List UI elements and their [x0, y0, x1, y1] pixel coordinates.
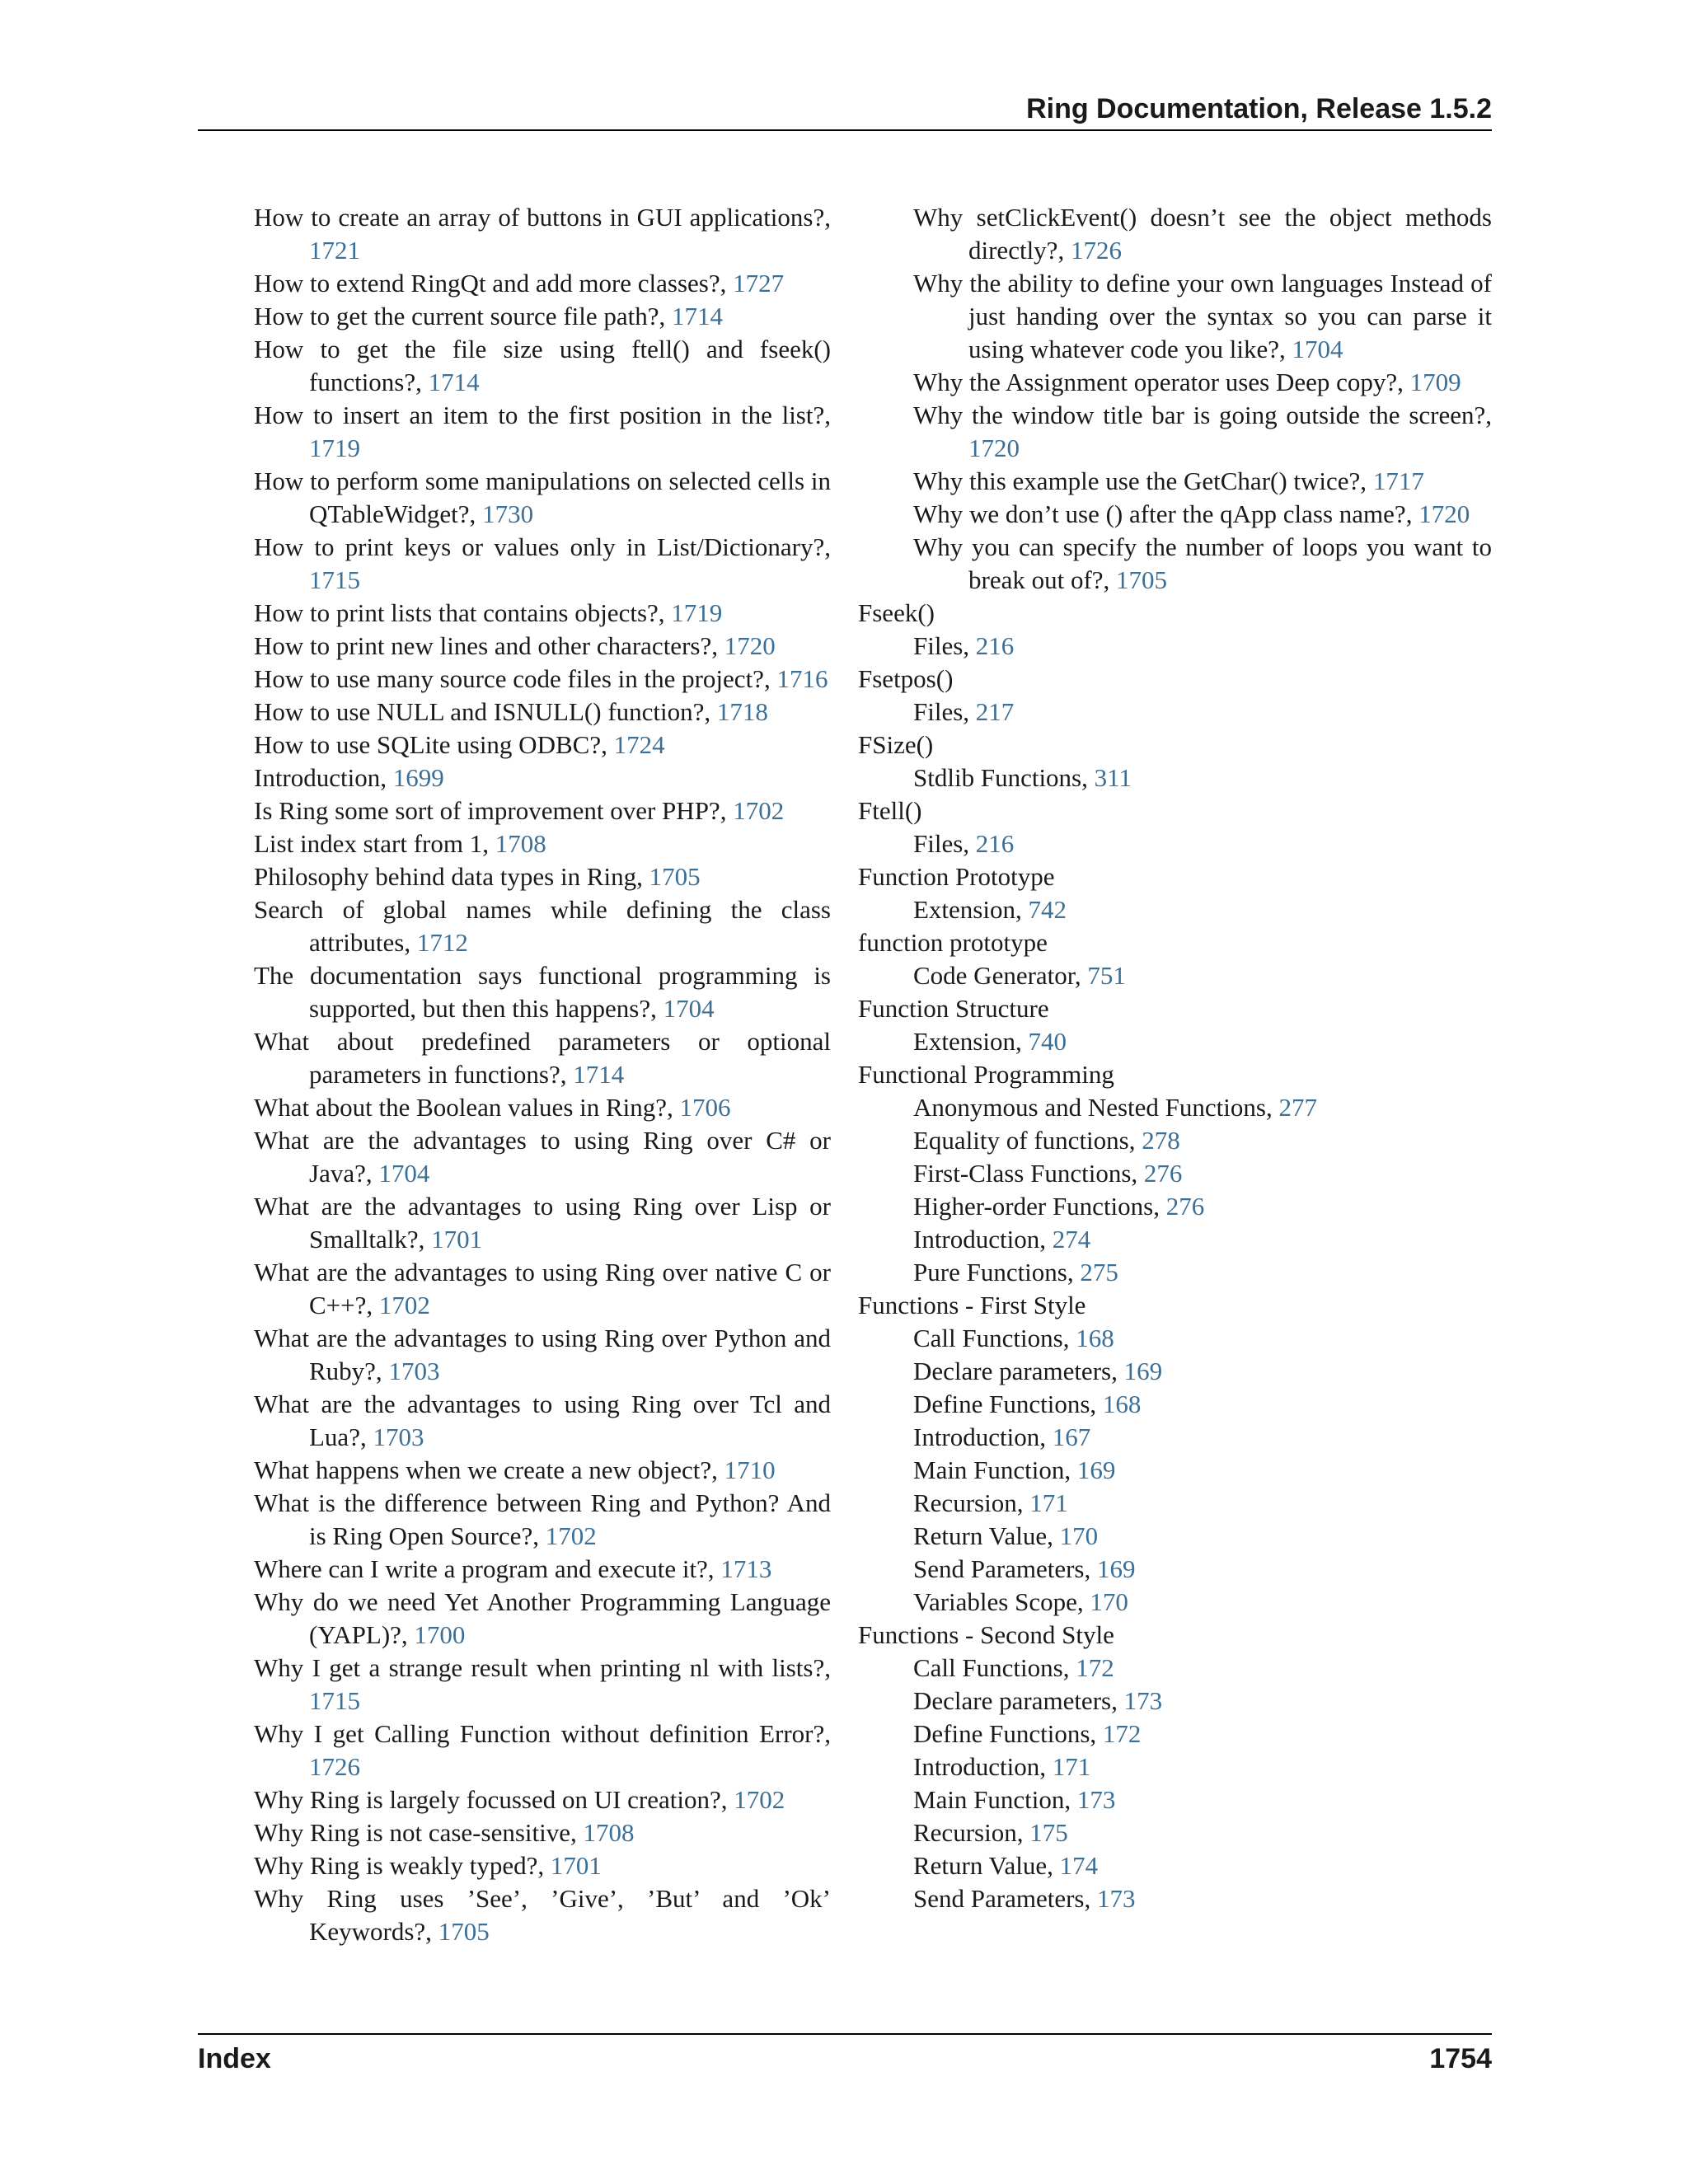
page-link[interactable]: 175: [1029, 1818, 1068, 1847]
index-subentry: [858, 1882, 1492, 1915]
index-subentry: [858, 1025, 1492, 1058]
index-entry-text: Return Value,: [913, 1521, 1060, 1550]
index-subentry: [254, 1816, 831, 1849]
index-entry-text: Extension,: [913, 895, 1029, 924]
index-entry-text: How to print keys or values only in List/Dictionary?,: [254, 532, 831, 561]
index-entry-text: Equality of functions,: [913, 1126, 1142, 1155]
index-column-right: [858, 201, 1492, 1915]
index-entry-text: How to get the current source file path?,: [254, 302, 673, 330]
index-main-entry: [858, 729, 1492, 762]
page-link[interactable]: 169: [1076, 1455, 1116, 1484]
index-entry-text: Anonymous and Nested Functions,: [913, 1093, 1279, 1122]
page-link[interactable]: 1706: [679, 1093, 731, 1122]
page-link[interactable]: 169: [1123, 1357, 1163, 1385]
index-entry-text: Why we don’t use () after the qApp class name?,: [913, 499, 1419, 528]
page-link[interactable]: 168: [1076, 1324, 1114, 1352]
page-link[interactable]: 311: [1094, 763, 1132, 792]
index-main-entry: [858, 860, 1492, 893]
index-entry-text: Call Functions,: [913, 1324, 1076, 1352]
index-entry-text: Main Function,: [913, 1455, 1077, 1484]
index-entry-text: Ftell(): [858, 796, 922, 825]
index-entry-text: What is the difference between Ring and Python? And is Ring Open Source?,: [254, 1488, 831, 1550]
index-subentry: [254, 1718, 831, 1783]
page-link[interactable]: 1705: [649, 862, 701, 891]
index-main-entry: [858, 794, 1492, 827]
page-link[interactable]: 170: [1090, 1587, 1128, 1616]
index-entry-text: Call Functions,: [913, 1653, 1076, 1682]
index-subentry: [254, 1322, 831, 1388]
index-entry-text: Introduction,: [913, 1422, 1053, 1451]
index-entry-text: Why the ability to define your own languages Instead of just handing over the syntax so you can parse it using whatever code you like?,: [913, 269, 1492, 363]
page-link[interactable]: 1716: [776, 664, 828, 693]
index-entry-text: How to extend RingQt and add more classes?,: [254, 269, 734, 298]
index-entry-text: Fsetpos(): [858, 664, 954, 693]
index-subentry: [254, 1091, 831, 1124]
index-entry-text: What about the Boolean values in Ring?,: [254, 1093, 680, 1122]
footer-rule: [198, 2033, 1492, 2035]
index-main-entry: [858, 1058, 1492, 1091]
index-entry-text: First-Class Functions,: [913, 1159, 1144, 1188]
index-entry-text: Philosophy behind data types in Ring,: [254, 862, 649, 891]
index-entry-text: Stdlib Functions,: [913, 763, 1095, 792]
index-entry-text: Main Function,: [913, 1785, 1077, 1814]
index-entry-text: Send Parameters,: [913, 1554, 1097, 1583]
page-link[interactable]: 173: [1096, 1884, 1136, 1913]
index-subentry: [858, 1487, 1492, 1520]
index-entry-text: What are the advantages to using Ring over C# or Java?,: [254, 1126, 831, 1188]
index-subentry: [254, 630, 831, 663]
index-subentry: [254, 1025, 831, 1091]
page-link[interactable]: 216: [975, 631, 1015, 660]
page-link[interactable]: 1702: [733, 796, 785, 825]
index-entry-text: Introduction,: [913, 1752, 1053, 1781]
index-entry-text: Extension,: [913, 1027, 1029, 1056]
index-subentry: [858, 399, 1492, 465]
index-entry-text: What happens when we create a new object?,: [254, 1455, 724, 1484]
running-header: Ring Documentation, Release 1.5.2: [1026, 93, 1492, 124]
page-link[interactable]: 276: [1165, 1192, 1205, 1221]
index-subentry: [858, 1091, 1492, 1124]
index-subentry: [858, 465, 1492, 498]
index-subentry: [858, 893, 1492, 926]
page-link[interactable]: 1724: [613, 730, 665, 759]
index-entry-text: Why do we need Yet Another Programming Language (YAPL)?,: [254, 1587, 831, 1649]
index-subentry: [858, 1421, 1492, 1454]
index-subentry: [858, 1355, 1492, 1388]
index-subentry: [858, 1849, 1492, 1882]
index-entry-text: Why Ring is not case-sensitive,: [254, 1818, 584, 1847]
index-subentry: [858, 366, 1492, 399]
index-subentry: [254, 827, 831, 860]
index-main-entry: [858, 597, 1492, 630]
index-entry-text: Pure Functions,: [913, 1258, 1081, 1286]
index-subentry: [858, 1750, 1492, 1783]
page-link[interactable]: 173: [1123, 1686, 1163, 1715]
page-link[interactable]: 171: [1052, 1752, 1091, 1781]
page-link[interactable]: 1726: [309, 1752, 360, 1781]
page-link[interactable]: 216: [975, 829, 1015, 858]
index-entry-text: How to perform some manipulations on selected cells in QTableWidget?,: [254, 466, 831, 528]
index-subentry: [254, 531, 831, 597]
index-subentry: [858, 1652, 1492, 1685]
page-link[interactable]: 1720: [724, 631, 776, 660]
page-link[interactable]: 217: [975, 697, 1015, 726]
index-subentry: [858, 498, 1492, 531]
index-entry-text: List index start from 1,: [254, 829, 495, 858]
page-link[interactable]: 1700: [414, 1620, 466, 1649]
index-entry-text: FSize(): [858, 730, 934, 759]
index-subentry: [254, 465, 831, 531]
index-entry-text: Is Ring some sort of improvement over PHP?,: [254, 796, 734, 825]
index-entry-text: Why Ring uses ’See’, ’Give’, ’But’ and ’Ok’ Keywords?,: [254, 1884, 831, 1946]
index-entry-text: How to get the file size using ftell() and fseek() functions?,: [254, 335, 831, 396]
page-link[interactable]: 172: [1102, 1719, 1142, 1748]
page-link[interactable]: 1701: [550, 1851, 602, 1880]
page-link[interactable]: 276: [1143, 1159, 1183, 1188]
page-link[interactable]: 1726: [1070, 236, 1122, 265]
page-link[interactable]: 1704: [1292, 335, 1343, 363]
index-subentry: [858, 1256, 1492, 1289]
index-entry-text: Define Functions,: [913, 1390, 1103, 1418]
index-main-entry: [858, 663, 1492, 696]
index-entry-text: Introduction,: [254, 763, 393, 792]
index-subentry: [858, 762, 1492, 794]
page-link[interactable]: 1721: [309, 236, 360, 265]
index-entry-text: function prototype: [858, 928, 1048, 957]
page-link[interactable]: 277: [1278, 1093, 1317, 1122]
index-subentry: [858, 1783, 1492, 1816]
index-entry-text: Where can I write a program and execute it?,: [254, 1554, 721, 1583]
index-entry-text: Recursion,: [913, 1488, 1030, 1517]
index-subentry: [858, 1454, 1492, 1487]
page-link[interactable]: 1708: [583, 1818, 635, 1847]
index-subentry: [254, 1190, 831, 1256]
page-link[interactable]: 1704: [663, 994, 715, 1023]
index-entry-text: Why setClickEvent() doesn’t see the object methods directly?,: [913, 203, 1492, 265]
index-subentry: [858, 696, 1492, 729]
index-subentry: [858, 1124, 1492, 1157]
index-main-entry: [858, 1619, 1492, 1652]
index-subentry: [254, 267, 831, 300]
index-subentry: [254, 696, 831, 729]
index-entry-text: Higher-order Functions,: [913, 1192, 1166, 1221]
index-entry-text: How to use NULL and ISNULL() function?,: [254, 697, 717, 726]
index-entry-text: How to print new lines and other characters?,: [254, 631, 724, 660]
index-subentry: [254, 1652, 831, 1718]
index-subentry: [858, 1223, 1492, 1256]
index-entry-text: How to insert an item to the first position in the list?,: [254, 401, 831, 429]
index-subentry: [858, 201, 1492, 267]
index-entry-text: Return Value,: [913, 1851, 1060, 1880]
index-entry-text: Fseek(): [858, 598, 935, 627]
index-entry-text: Functions - First Style: [858, 1291, 1086, 1319]
page-link[interactable]: 1720: [968, 434, 1020, 462]
index-entry-text: Recursion,: [913, 1818, 1030, 1847]
page-link[interactable]: 1703: [388, 1357, 440, 1385]
index-subentry: [858, 267, 1492, 366]
page-link[interactable]: 275: [1080, 1258, 1118, 1286]
index-subentry: [858, 959, 1492, 992]
page-link[interactable]: 174: [1059, 1851, 1099, 1880]
index-subentry: [254, 1586, 831, 1652]
page-link[interactable]: 167: [1052, 1422, 1091, 1451]
page-link[interactable]: 173: [1076, 1785, 1116, 1814]
index-entry-text: Send Parameters,: [913, 1884, 1097, 1913]
page-link[interactable]: 1699: [392, 763, 444, 792]
index-subentry: [254, 1256, 831, 1322]
index-entry-text: How to use many source code files in the project?,: [254, 664, 777, 693]
index-entry-text: Files,: [913, 829, 976, 858]
index-main-entry: [858, 926, 1492, 959]
index-entry-text: Search of global names while defining the class attributes,: [254, 895, 831, 957]
page-link[interactable]: 170: [1059, 1521, 1099, 1550]
index-entry-text: Variables Scope,: [913, 1587, 1090, 1616]
page-link[interactable]: 1702: [734, 1785, 785, 1814]
page-link[interactable]: 171: [1029, 1488, 1068, 1517]
index-entry-text: Functions - Second Style: [858, 1620, 1114, 1649]
page-link[interactable]: 1712: [416, 928, 468, 957]
page-link[interactable]: 1713: [720, 1554, 772, 1583]
page-link[interactable]: 1714: [573, 1060, 625, 1089]
index-entry-text: What are the advantages to using Ring over Python and Ruby?,: [254, 1324, 831, 1385]
page-link[interactable]: 169: [1096, 1554, 1136, 1583]
index-entry-text: Why I get a strange result when printing nl with lists?,: [254, 1653, 831, 1682]
index-entry-text: Function Prototype: [858, 862, 1055, 891]
header-rule: [198, 129, 1492, 131]
index-entry-text: How to use SQLite using ODBC?,: [254, 730, 614, 759]
index-subentry: [254, 794, 831, 827]
index-entry-text: What are the advantages to using Ring over Lisp or Smalltalk?,: [254, 1192, 831, 1254]
index-entry-text: Code Generator,: [913, 961, 1088, 990]
page-link[interactable]: 751: [1087, 961, 1126, 990]
index-main-entry: [858, 992, 1492, 1025]
page-link[interactable]: 1704: [378, 1159, 430, 1188]
page-link[interactable]: 1710: [724, 1455, 776, 1484]
page-footer: [198, 2042, 1492, 2075]
page-link[interactable]: 1727: [733, 269, 785, 298]
index-entry-text: Why the Assignment operator uses Deep copy?,: [913, 368, 1410, 396]
index-subentry: [254, 893, 831, 959]
page-link[interactable]: 274: [1052, 1225, 1091, 1254]
index-entry-text: How to create an array of buttons in GUI applications?,: [254, 203, 831, 232]
page-link[interactable]: 1714: [672, 302, 724, 330]
index-entry-text: Introduction,: [913, 1225, 1053, 1254]
index-subentry: [254, 1783, 831, 1816]
index-subentry: [254, 1124, 831, 1190]
page-link[interactable]: 1714: [428, 368, 480, 396]
index-entry-text: Function Structure: [858, 994, 1049, 1023]
index-entry-text: Why Ring is weakly typed?,: [254, 1851, 551, 1880]
index-subentry: [858, 1553, 1492, 1586]
index-entry-text: Why this example use the GetChar() twice?,: [913, 466, 1373, 495]
index-subentry: [858, 1718, 1492, 1750]
index-subentry: [254, 1388, 831, 1454]
index-entry-text: Why Ring is largely focussed on UI creation?,: [254, 1785, 734, 1814]
page-link[interactable]: 740: [1028, 1027, 1067, 1056]
index-subentry: [254, 729, 831, 762]
page-link[interactable]: 278: [1142, 1126, 1180, 1155]
index-subentry: [858, 1388, 1492, 1421]
index-subentry: [254, 1882, 831, 1948]
index-entry-text: How to print lists that contains objects?,: [254, 598, 672, 627]
page-link[interactable]: 168: [1102, 1390, 1142, 1418]
page-link[interactable]: 1715: [309, 565, 360, 594]
page-link[interactable]: 1701: [431, 1225, 483, 1254]
page-link[interactable]: 1705: [438, 1917, 490, 1946]
page-link[interactable]: 1717: [1372, 466, 1424, 495]
page-link[interactable]: 1718: [716, 697, 768, 726]
index-subentry: [254, 1454, 831, 1487]
index-entry-text: Declare parameters,: [913, 1686, 1124, 1715]
page-link[interactable]: 1709: [1409, 368, 1461, 396]
index-subentry: [254, 663, 831, 696]
index-subentry: [254, 201, 831, 267]
page-link[interactable]: 172: [1076, 1653, 1114, 1682]
index-subentry: [858, 827, 1492, 860]
index-subentry: [858, 1190, 1492, 1223]
page-link[interactable]: 1708: [495, 829, 546, 858]
index-subentry: [254, 597, 831, 630]
index-entry-text: Define Functions,: [913, 1719, 1103, 1748]
index-subentry: [858, 1685, 1492, 1718]
index-entry-text: What about predefined parameters or optional parameters in functions?,: [254, 1027, 831, 1089]
page-link[interactable]: 1702: [378, 1291, 430, 1319]
page-link[interactable]: 1703: [373, 1422, 424, 1451]
index-subentry: [254, 1849, 831, 1882]
page-link[interactable]: 742: [1028, 895, 1067, 924]
index-entry-text: Files,: [913, 631, 976, 660]
page-link[interactable]: 1719: [671, 598, 723, 627]
index-entry-text: Why I get Calling Function without definition Error?,: [254, 1719, 831, 1748]
index-subentry: [254, 333, 831, 399]
page-link[interactable]: 1730: [482, 499, 534, 528]
page-link[interactable]: 1705: [1116, 565, 1168, 594]
index-subentry: [858, 1816, 1492, 1849]
index-subentry: [858, 1520, 1492, 1553]
index-entry-text: What are the advantages to using Ring over Tcl and Lua?,: [254, 1390, 831, 1451]
index-subentry: [254, 1487, 831, 1553]
index-subentry: [858, 1586, 1492, 1619]
index-entry-text: The documentation says functional programming is supported, but then this happens?,: [254, 961, 831, 1023]
page-link[interactable]: 1719: [309, 434, 360, 462]
page-link[interactable]: 1715: [309, 1686, 360, 1715]
index-main-entry: [858, 1289, 1492, 1322]
index-entry-text: Functional Programming: [858, 1060, 1114, 1089]
index-entry-text: What are the advantages to using Ring over native C or C++?,: [254, 1258, 831, 1319]
index-subentry: [858, 531, 1492, 597]
index-entry-text: Declare parameters,: [913, 1357, 1124, 1385]
index-subentry: [254, 300, 831, 333]
index-entry-text: Files,: [913, 697, 976, 726]
page-number: 1754: [1429, 2043, 1492, 2074]
index-subentry: [254, 399, 831, 465]
index-subentry: [254, 860, 831, 893]
index-entry-text: Why you can specify the number of loops you want to break out of?,: [913, 532, 1492, 594]
index-subentry: [858, 630, 1492, 663]
index-subentry: [254, 1553, 831, 1586]
index-column-left: [254, 201, 831, 1948]
index-subentry: [254, 762, 831, 794]
page-link[interactable]: 1720: [1418, 499, 1470, 528]
index-subentry: [858, 1157, 1492, 1190]
index-entry-text: Why the window title bar is going outside the screen?,: [913, 401, 1492, 429]
index-subentry: [254, 959, 831, 1025]
footer-section-label: Index: [198, 2043, 271, 2074]
index-subentry: [858, 1322, 1492, 1355]
page-link[interactable]: 1702: [545, 1521, 597, 1550]
